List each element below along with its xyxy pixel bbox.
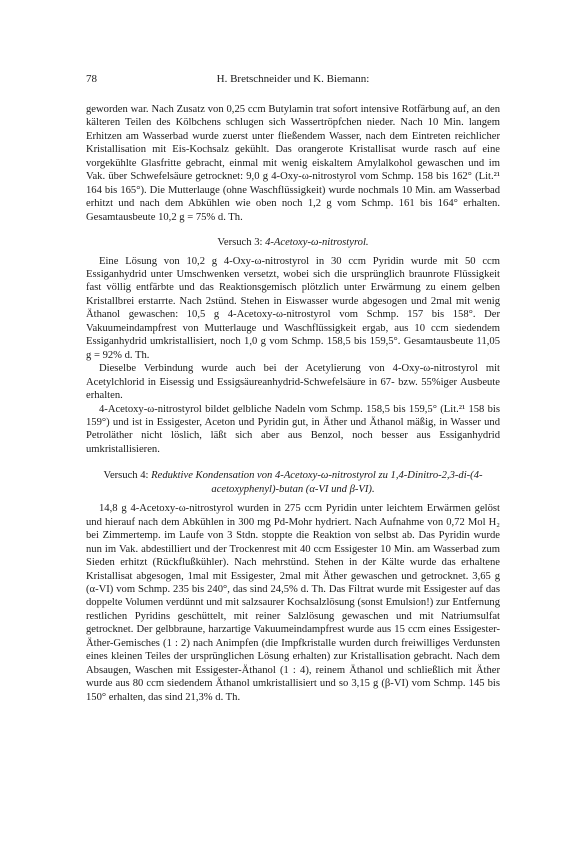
page-number: 78: [86, 73, 97, 85]
page-header: [86, 72, 500, 86]
versuch-3-paragraph: 4-Acetoxy-ω-nitrostyrol bildet gelbliche Nadeln vom Schmp. 158,5 bis 159,5° (Lit.²¹ 158 bis 159°) und ist in Essigester, Aceton und Pyridin gut, in Äther und Äthanol mäßig, in Wasser und Petroläther nicht löslich, läßt sich aber aus Benzol, noch besser aus Essiganhydrid umkristallisieren.: [86, 403, 500, 455]
running-title: H. Bretschneider und K. Biemann:: [216, 73, 370, 85]
versuch-3-heading: [86, 236, 500, 249]
versuch-3-label: Versuch 3:: [217, 237, 263, 249]
intro-paragraph: geworden war. Nach Zusatz von 0,25 ccm Butylamin trat sofort intensive Rotfärbung auf, an den kälteren Teilen des Kölbchens schlugen sich Wassertröpfchen nieder. Nach 10 Min. langem Erhitzen am Wasserbad wurde zuerst unter fließendem Wasser, nach dem Eintreten reichlicher Kristallisation mit Eis-Kochsalz gekühlt. Das orangerote Kristallisat wurde rasch auf eine vorgekühlte Glasfritte gebracht, einmal mit wenig eiskaltem Amylalkohol gewaschen und im Vak. über Schwefelsäure getrocknet: 9,0 g 4-Oxy-ω-nitrostyrol vom Schmp. 158 bis 162° (Lit.²¹ 164 bis 165°). Die Mutterlauge (ohne Waschflüssigkeit) wurde nochmals 10 Min. am Wasserbad erhitzt und nach dem Abkühlen wie oben noch 1,2 g vom Schmp. 161 bis 164° erhalten. Gesamtausbeute 10,2 g = 75% d. Th.: [86, 104, 500, 223]
document-body: [86, 103, 500, 704]
versuch-4-title: Reduktive Kondensation von 4-Acetoxy-ω-nitrostyrol zu 1,4-Dinitro-2,3-di-(4-acetoxyphenyl)-butan (α-VI und β-VI).: [151, 470, 483, 495]
versuch-4-paragraph: 14,8 g 4-Acetoxy-ω-nitrostyrol wurden in 275 ccm Pyridin unter leichtem Erwärmen gelöst und hierauf nach dem Abkühlen in 300 mg Pd-Mohr hydriert. Nach Aufnahme von 0,72 Mol H₂ bei Zimmertemp. im Laufe von 3 Stdn. stoppte die Reaktion von selbst ab. Das Pyridin wurde nun im Vak. abdestilliert und der Trockenrest mit 40 ccm Essigester 10 Min. am Wasserbad zum Sieden erhitzt (Rückflußkühler). Nach mehrstünd. Stehen in der Kälte wurde das erhaltene Kristallisat abgesogen, 1mal mit Essigester, 2mal mit Äther gewaschen und getrocknet. 3,65 g (α-VI) vom Schmp. 235 bis 240°, das sind 24,5% d. Th. Das Filtrat wurde mit Essigester auf das doppelte Volumen verdünnt und mit salzsaurer Kochsalzlösung (sonst Emulsion!) zur Entfernung restlichen Pyridins geschüttelt, mit reiner Salzlösung gewaschen und mit Natriumsulfat getrocknet. Der gelbbraune, harzartige Vakuumeindampfrest wurde aus 15 ccm eines Essigester-Äther-Gemisches (1 : 2) nach Animpfen (die Impfkristalle wurden durch freiwilliges Verdunsten eines kleinen Teiles der ursprünglichen Lösung erhalten) zur Kristallisation gebracht. Nach dem Absaugen, Waschen mit Essigester-Äthanol (1 : 4), reinem Äthanol und schließlich mit Äther wurde aus 80 ccm siedendem Äthanol umkristallisiert und so 3,15 g (β-VI) vom Schmp. 145 bis 150° erhalten, das sind 21,3% d. Th.: [86, 503, 500, 703]
versuch-3-paragraph: Dieselbe Verbindung wurde auch bei der Acetylierung von 4-Oxy-ω-nitrostyrol mit Acetylchlorid in Eisessig und Essigsäureanhydrid-Schwefelsäure in 67- bzw. 55%iger Ausbeute erhalten.: [86, 363, 500, 402]
versuch-4-label: Versuch 4:: [103, 470, 149, 482]
versuch-4-heading: [86, 469, 500, 496]
versuch-3-title: 4-Acetoxy-ω-nitrostyrol.: [265, 237, 369, 249]
versuch-3-paragraph: Eine Lösung von 10,2 g 4-Oxy-ω-nitrostyrol in 30 ccm Pyridin wurde mit 50 ccm Essiganhydrid unter Umschwenken versetzt, wobei sich die ursprünglich braunrote Flüssigkeit fast völlig entfärbte und das Reaktionsgemisch plötzlich unter Erwärmung zu einem gelben Kristallbrei erstarrte. Nach 2stünd. Stehen in Eiswasser wurde abgesogen und 2mal mit wenig Äthanol gewaschen: 10,5 g 4-Acetoxy-ω-nitrostyrol vom Schmp. 157 bis 158°. Der Vakuumeindampfrest von Mutterlauge und Waschflüssigkeit ergab, aus 10 ccm siedendem Essiganhydrid umkristallisiert, noch 1,0 g vom Schmp. 158,5 bis 159,5°. Gesamtausbeute 11,05 g = 92% d. Th.: [86, 255, 500, 361]
